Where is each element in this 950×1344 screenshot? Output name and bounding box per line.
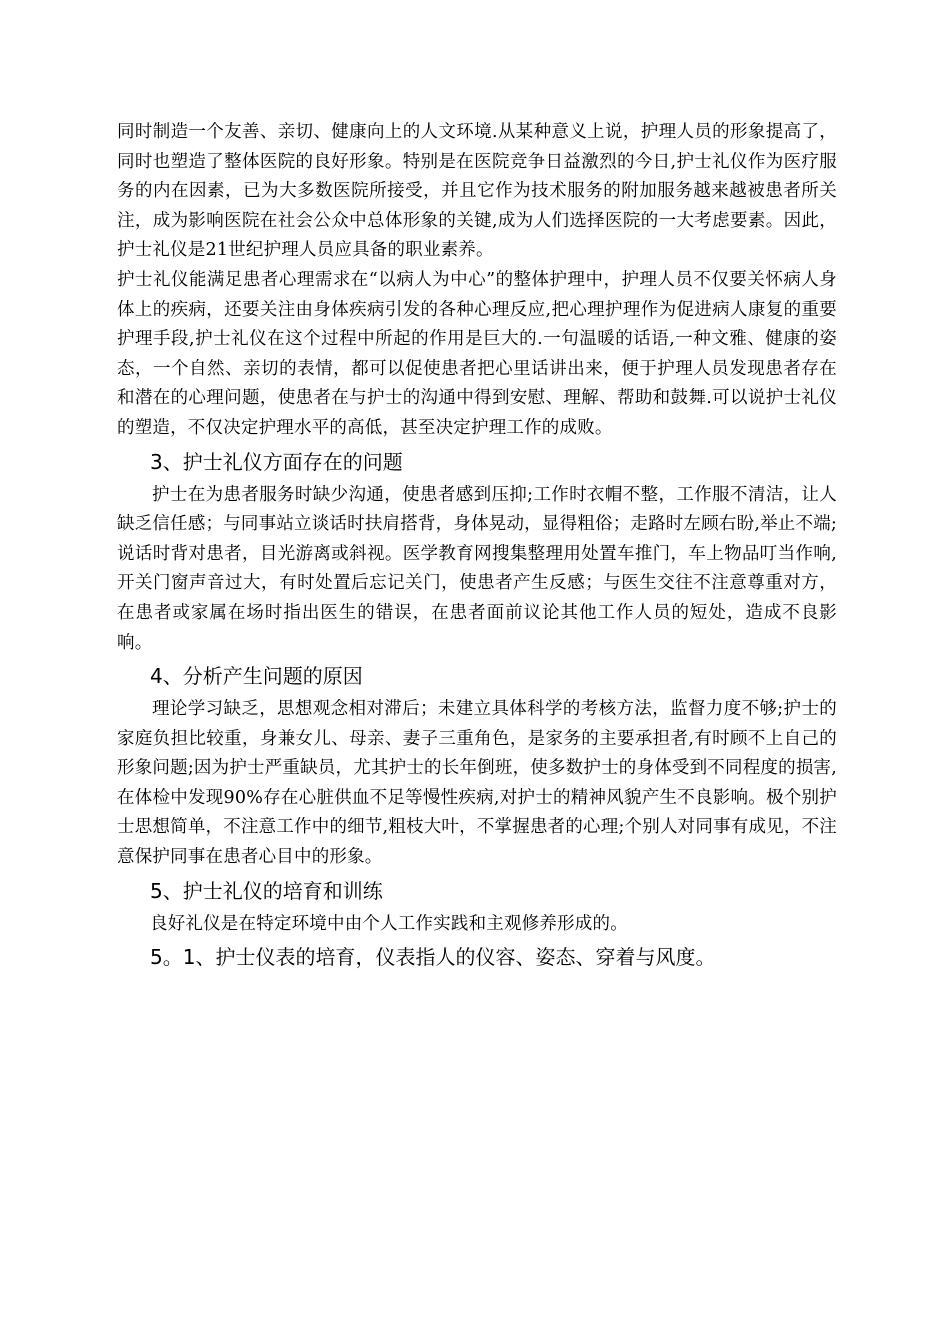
section-heading-3: 3、护士礼仪方面存在的问题 bbox=[150, 449, 403, 474]
paragraph-problem-causes: 理论学习缺乏，思想观念相对滞后；未建立具体科学的考核方法，监督力度不够;护士的家庭负担比较重，身兼女儿、母亲、妻子三重角色，是家务的主要承担者,有时顾不上自己的形象问题;因为护士严重缺员，尤其护士的长年倒班，使多数护士的身体受到不同程度的损害,在体检中发现90%存在心脏供血不足等慢性疾病,对护士的精神风貌产生不良影响。极个别护士思想简单，不注意工作中的细节,粗枝大叶，不掌握患者的心理;个别人对同事有成见，不注意保护同事在患者心目中的形象。 bbox=[117, 699, 837, 868]
paragraph-existing-problems: 护士在为患者服务时缺少沟通，使患者感到压抑;工作时衣帽不整，工作服不清洁，让人缺乏信任感；与同事站立谈话时扶肩搭背，身体晃动，显得粗俗；走路时左顾右盼,举止不端;说话时背对患者，目光游离或斜视。医学教育网搜集整理用处置车推门，车上物品叮当作响,开关门窗声音过大，有时处置后忘记关门，使患者产生反感；与医生交往不注意尊重对方，在患者或家属在场时指出医生的错误，在患者面前议论其他工作人员的短处，造成不良影响。 bbox=[117, 484, 837, 653]
paragraph-environment-image: 同时制造一个友善、亲切、健康向上的人文环境.从某种意义上说，护理人员的形象提高了，同时也塑造了整体医院的良好形象。特别是在医院竞争日益激烈的今日,护士礼仪作为医疗服务的内在因素，已为大多数医院所接受，并且它作为技术服务的附加服务越来越被患者所关注，成为影响医院在社会公众中总体形象的关键,成为人们选择医院的一大考虑要素。因此，护士礼仪是21世纪护理人员应具备的职业素养。 bbox=[117, 122, 837, 261]
paragraph-psychological-needs: 护士礼仪能满足患者心理需求在“以病人为中心”的整体护理中，护理人员不仅要关怀病人身体上的疾病，还要关注由身体疾病引发的各种心理反应,把心理护理作为促进病人康复的重要护理手段,护士礼仪在这个过程中所起的作用是巨大的.一句温暖的话语,一种文雅、健康的姿态，一个自然、亲切的表情，都可以促使患者把心里话讲出来，便于护理人员发现患者存在和潜在的心理问题，使患者在与护士的沟通中得到安慰、理解、帮助和鼓舞.可以说护士礼仪的塑造，不仅决定护理水平的高低，甚至决定护理工作的成败。 bbox=[117, 269, 837, 438]
section-heading-5: 5、护士礼仪的培育和训练 bbox=[150, 878, 383, 903]
subsection-heading-5-1: 5。1、护士仪表的培育，仪表指人的仪容、姿态、穿着与风度。 bbox=[150, 945, 716, 970]
document-body bbox=[117, 118, 837, 976]
section-heading-4: 4、分析产生问题的原因 bbox=[150, 664, 363, 689]
paragraph-good-etiquette: 良好礼仪是在特定环境中由个人工作实践和主观修养形成的。 bbox=[150, 913, 628, 934]
